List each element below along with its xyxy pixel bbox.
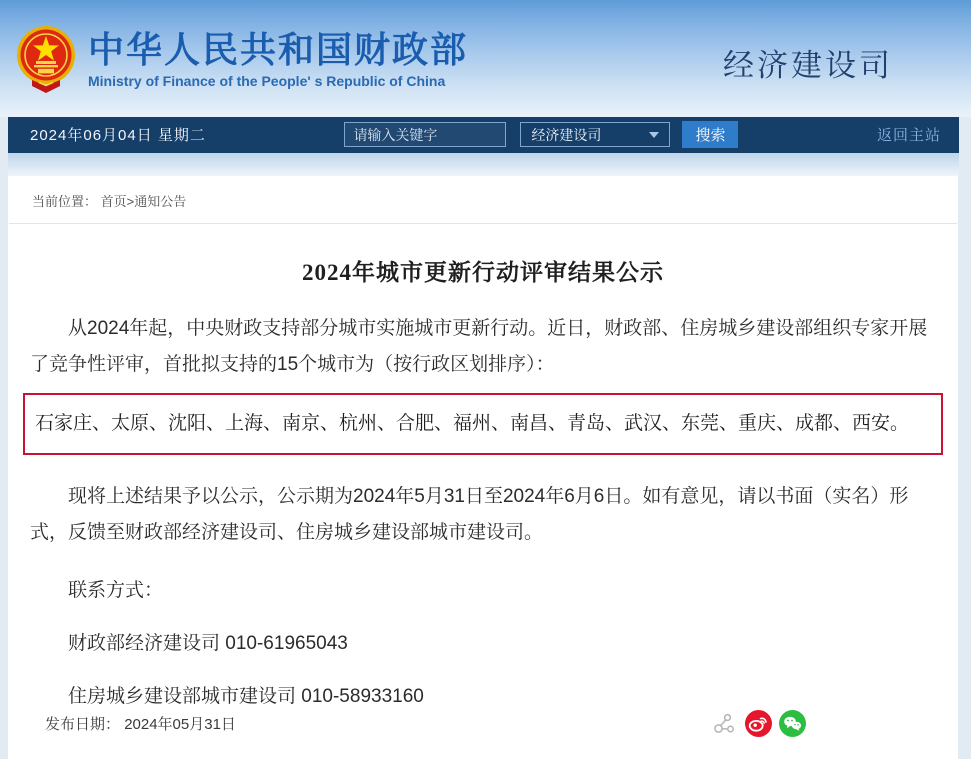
chevron-down-icon — [649, 132, 659, 138]
site-identity — [88, 28, 468, 89]
publish-date — [45, 713, 236, 734]
department-name: 经济建设司 — [723, 48, 893, 83]
content-card — [8, 176, 958, 759]
contact-heading: 联系方式： — [68, 579, 164, 601]
banner-bottom-strip — [8, 153, 959, 176]
breadcrumb — [9, 176, 957, 224]
search-scope-value: 经济建设司 — [531, 126, 602, 143]
share-icon[interactable] — [711, 710, 738, 737]
weibo-icon[interactable] — [745, 710, 772, 737]
search-input[interactable] — [344, 122, 506, 147]
site-title: 中华人民共和国财政部 — [88, 28, 469, 70]
article — [8, 224, 958, 710]
contact-finance-dept: 财政部经济建设司 010-61965043 — [68, 632, 348, 654]
article-title: 2024年城市更新行动评审结果公示 — [302, 259, 664, 285]
return-home-link[interactable]: 返回主站 — [876, 127, 941, 145]
national-emblem-icon — [15, 24, 77, 96]
navbar — [8, 117, 959, 154]
search-button[interactable]: 搜索 — [682, 121, 738, 148]
wechat-icon[interactable] — [779, 710, 806, 737]
article-footer — [8, 710, 958, 759]
site-subtitle: Ministry of Finance of the People' s Republic of China — [88, 72, 446, 89]
breadcrumb-label: 当前位置： — [32, 193, 98, 209]
search-area — [344, 121, 738, 148]
search-scope-dropdown[interactable] — [520, 122, 670, 147]
share-icon-group — [711, 710, 806, 737]
article-paragraph-intro: 从2024年起，中央财政支持部分城市实施城市更新行动。近日，财政部、住房城乡建设部组织专家开展了竞争性评审，首批拟支持的15个城市为（按行政区划排序）： — [30, 317, 928, 375]
breadcrumb-path[interactable]: 首页>通知公告 — [100, 193, 187, 209]
site-banner — [0, 0, 971, 117]
contact-housing-dept: 住房城乡建设部城市建设司 010-58933160 — [68, 685, 424, 707]
current-date: 2024年06月04日 星期二 — [30, 127, 206, 145]
publish-date-value: 2024年05月31日 — [124, 715, 236, 733]
publish-date-label: 发布日期： — [45, 715, 121, 733]
article-paragraph-notice: 现将上述结果予以公示，公示期为2024年5月31日至2024年6月6日。如有意见，请以书面（实名）形式，反馈至财政部经济建设司、住房城乡建设部城市建设司。 — [30, 485, 909, 543]
highlighted-city-list: 石家庄、太原、沈阳、上海、南京、杭州、合肥、福州、南昌、青岛、武汉、东莞、重庆、成都、西安。 — [23, 393, 943, 455]
